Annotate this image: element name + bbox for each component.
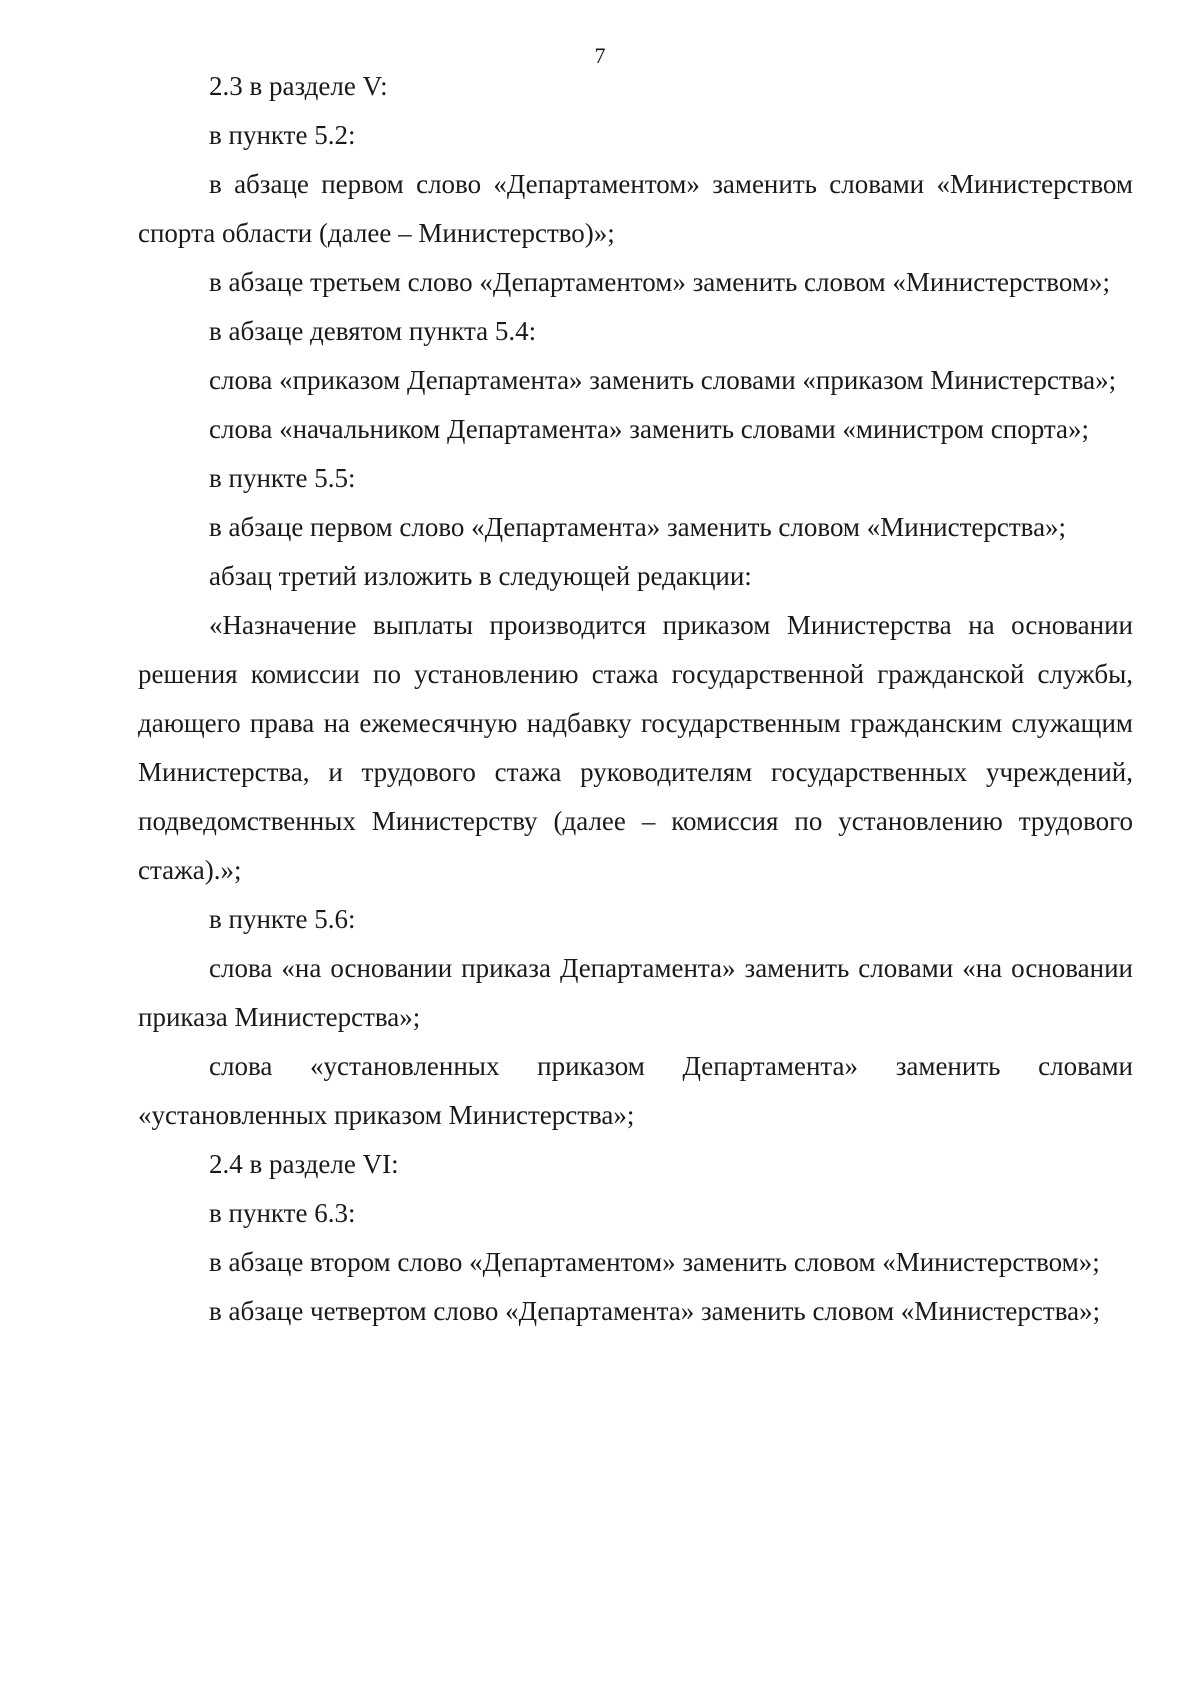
document-body [138,62,1133,1336]
clause-heading-5-5: в пункте 5.5: [209,463,356,493]
amendment-paragraph: в абзаце первом слово «Департамента» заменить словом «Министерства»; [209,512,1067,542]
clause-heading-6-3: в пункте 6.3: [209,1198,356,1228]
clause-heading-5-4: в абзаце девятом пункта 5.4: [209,316,537,346]
section-heading-2-4: 2.4 в разделе VI: [209,1149,399,1179]
clause-heading-5-6: в пункте 5.6: [209,904,356,934]
amendment-paragraph: слова «приказом Департамента» заменить словами «приказом Министерства»; [209,365,1117,395]
amendment-paragraph: в абзаце первом слово «Департаментом» заменить словами «Министерством спорта области (далее – Министерство)»; [138,169,1133,248]
section-heading-2-3: 2.3 в разделе V: [209,71,388,101]
new-wording-paragraph: «Назначение выплаты производится приказом Министерства на основании решения комиссии по установлению стажа государственной гражданской службы, дающего права на ежемесячную надбавку государственным гражданским служащим Министерства, и трудового стажа руководителям государственных учреждений, подведомственных Министерству (далее – комиссия по установлению трудового стажа).»; [138,610,1133,885]
clause-heading-5-2: в пункте 5.2: [209,120,356,150]
amendment-paragraph: абзац третий изложить в следующей редакции: [209,561,752,591]
amendment-paragraph: в абзаце четвертом слово «Департамента» заменить словом «Министерства»; [209,1296,1101,1326]
amendment-paragraph: в абзаце втором слово «Департаментом» заменить словом «Министерством»; [209,1247,1100,1277]
page-number: 7 [594,43,606,68]
amendment-paragraph: слова «начальником Департамента» заменить словами «министром спорта»; [209,414,1089,444]
amendment-paragraph: слова «установленных приказом Департамента» заменить словами «установленных приказом Министерства»; [138,1051,1133,1130]
amendment-paragraph: слова «на основании приказа Департамента» заменить словами «на основании приказа Министерства»; [138,953,1133,1032]
amendment-paragraph: в абзаце третьем слово «Департаментом» заменить словом «Министерством»; [209,267,1110,297]
